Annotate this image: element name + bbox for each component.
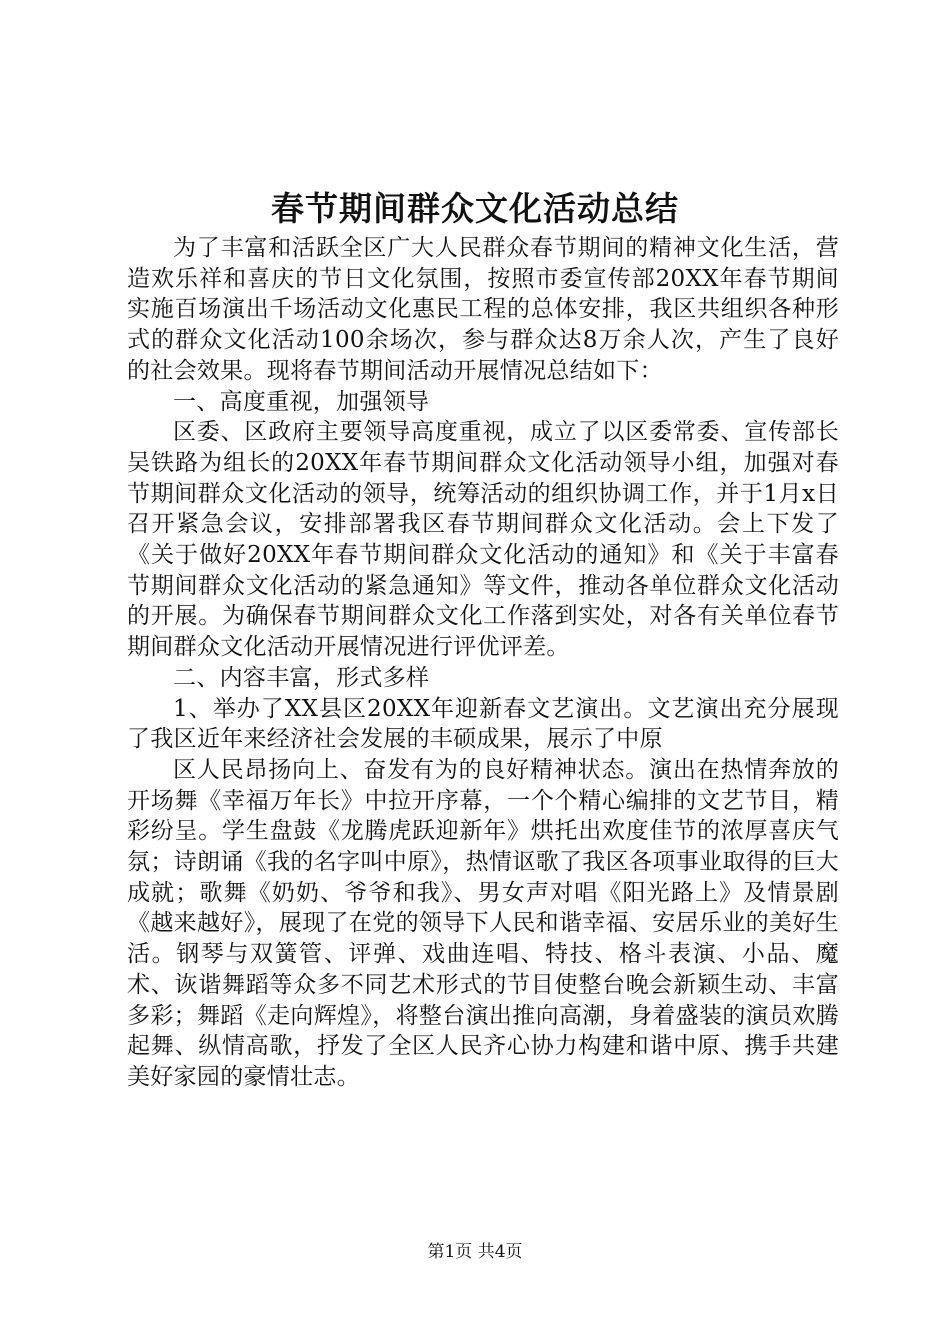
page-footer: 第1页 共4页 (427, 1242, 523, 1262)
document-body (127, 233, 839, 1093)
section-heading-1: 一、高度重视，加强领导 (173, 388, 430, 415)
paragraph-leadership: 区委、区政府主要领导高度重视，成立了以区委常委、宣传部长吴铁路为组长的20XX年春节期间群众文化活动领导小组，加强对春节期间群众文化活动的领导，统筹活动的组织协调工作，并于1月x日召开紧急会议，安排部署我区春节期间群众文化活动。会上下发了《关于做好20XX年春节期间群众文化活动的通知》和《关于丰富春节期间群众文化活动的紧急通知》等文件，推动各单位群众文化活动的开展。为确保春节期间群众文化工作落到实处，对各有关单位春节期间群众文化活动开展情况进行评优评差。 (127, 419, 839, 661)
paragraph-performance-intro: 1、举办了XX县区20XX年迎新春文艺演出。文艺演出充分展现了我区近年来经济社会发展的丰硕成果，展示了中原 (127, 695, 839, 753)
paragraph-intro: 为了丰富和活跃全区广大人民群众春节期间的精神文化生活，营造欢乐祥和喜庆的节日文化氛围，按照市委宣传部20XX年春节期间实施百场演出千场活动文化惠民工程的总体安排，我区共组织各种形式的群众文化活动100余场次，参与群众达8万余人次，产生了良好的社会效果。现将春节期间活动开展情况总结如下： (127, 235, 839, 384)
section-heading-2: 二、内容丰富，形式多样 (173, 664, 430, 691)
paragraph-performance-detail: 区人民昂扬向上、奋发有为的良好精神状态。演出在热情奔放的开场舞《幸福万年长》中拉开序幕，一个个精心编排的文艺节目，精彩纷呈。学生盘鼓《龙腾虎跃迎新年》烘托出欢度佳节的浓厚喜庆气氛；诗朗诵《我的名字叫中原》，热情讴歌了我区各项事业取得的巨大成就；歌舞《奶奶、爷爷和我》、男女声对唱《阳光路上》及情景剧《越来越好》，展现了在党的领导下人民和谐幸福、安居乐业的美好生活。钢琴与双簧管、评弹、戏曲连唱、特技、格斗表演、小品、魔术、诙谐舞蹈等众多不同艺术形式的节目使整台晚会新颖生动、丰富多彩；舞蹈《走向辉煌》，将整台演出推向高潮，身着盛装的演员欢腾起舞、纵情高歌，抒发了全区人民齐心协力构建和谐中原、携手共建美好家园的豪情壮志。 (127, 756, 839, 1090)
document-title: 春节期间群众文化活动总结 (271, 189, 679, 228)
